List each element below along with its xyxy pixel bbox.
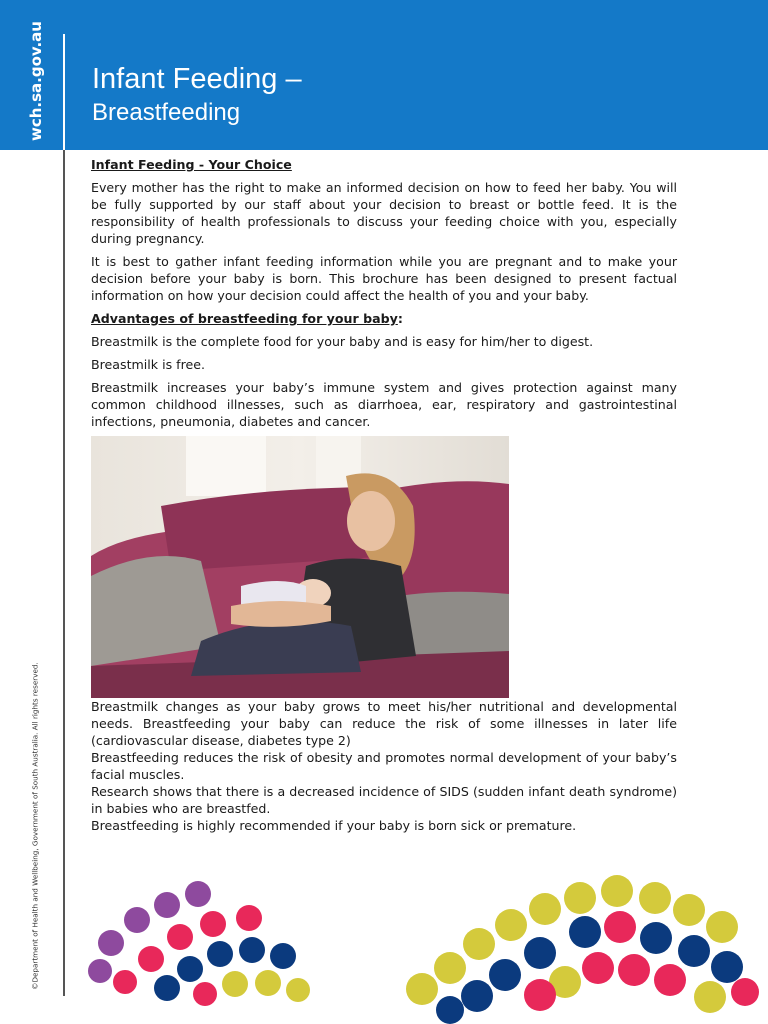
section-heading-choice: Infant Feeding - Your Choice <box>91 157 292 172</box>
paragraph: Research shows that there is a decreased incidence of SIDS (sudden infant death syndrome) in babies who are breastfed. <box>91 784 677 816</box>
paragraph: It is best to gather infant feeding information while you are pregnant and to make your decision before your baby is born. This brochure has been designed to present factual information on how your decision could affect the health of you and your baby. <box>91 254 677 303</box>
heading-colon: : <box>397 311 403 326</box>
paragraph: Breastmilk changes as your baby grows to meet his/her nutritional and developmental needs. Breastfeeding your baby can reduce the risk of some illnesses in later life (cardiovascular disease, diabetes type 2) <box>91 699 677 748</box>
site-url <box>24 21 48 141</box>
advantages-heading-text: Advantages of breastfeeding for your baby <box>91 311 398 326</box>
paragraph: Breastmilk is the complete food for your baby and is easy for him/her to digest. <box>91 334 594 349</box>
document-body <box>91 156 677 834</box>
paragraph: Breastmilk is free. <box>91 357 205 372</box>
paragraph: Every mother has the right to make an informed decision on how to feed her baby. You will be fully supported by our staff about your decision to breast or bottle feed. It is the responsibility of health professionals to discuss your feeding choice with you, especially during pregnancy. <box>91 180 677 246</box>
copyright-text: ©Department of Health and Wellbeing, Government of South Australia. All rights reserved. <box>30 662 40 990</box>
paragraph: Breastfeeding reduces the risk of obesity and promotes normal development of your baby’s facial muscles. <box>91 750 677 782</box>
page-subtitle: Breastfeeding <box>92 99 241 126</box>
paragraph: Breastfeeding is highly recommended if your baby is born sick or premature. <box>91 818 577 833</box>
section-heading-advantages <box>91 310 677 327</box>
decorative-dots <box>0 870 768 1024</box>
page-title: Infant Feeding – <box>92 63 302 95</box>
breastfeeding-photo <box>91 436 509 698</box>
paragraph: Breastmilk increases your baby’s immune system and gives protection against many common childhood illnesses, such as diarrhoea, ear, respiratory and gastrointestinal infections, pneumonia, diabetes and cancer. <box>91 380 677 429</box>
site-url-text: wch.sa.gov.au <box>27 21 45 141</box>
